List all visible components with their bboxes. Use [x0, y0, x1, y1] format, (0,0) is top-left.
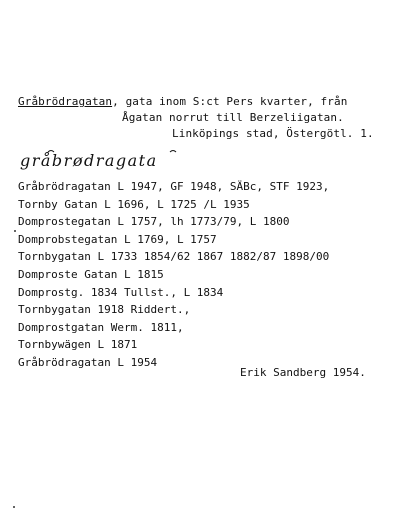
header-line-1-rest: , gata inom S:ct Pers kvarter, från: [112, 95, 348, 108]
scan-speck: [14, 230, 16, 232]
entry-line: Gråbrödragatan L 1947, GF 1948, SÄBc, STF 1923,: [18, 180, 330, 193]
header-line-3: Linköpings stad, Östergötl. 1.: [172, 127, 374, 140]
entry-list: [18, 178, 388, 372]
header-line-2: Ågatan norrut till Berzeliigatan.: [122, 111, 344, 124]
signature: Erik Sandberg 1954.: [240, 366, 366, 379]
phonetic-handwriting: [18, 146, 218, 182]
entry-line: Tornbygatan 1918 Riddert.,: [18, 303, 191, 317]
entry-line: Gråbrödragatan L 1954: [18, 355, 158, 369]
phonetic-text: gråbrødragata: [20, 151, 158, 170]
entry-line: Tornbywägen L 1871: [18, 338, 138, 352]
entry-line: Domproste Gatan L 1815: [18, 267, 164, 281]
entry-line: Domprobstegatan L 1769, L 1757: [18, 232, 217, 246]
entry-line: Tornby Gatan L 1696, L 1725 /L 1935: [18, 197, 250, 211]
entry-line: Domprostg. 1834 Tullst., L 1834: [18, 285, 224, 299]
entry-line: Tornbygatan L 1733 1854/62 1867 1882/87 1898/00: [18, 250, 330, 264]
card-header: [18, 94, 388, 142]
entry-line: Domprostgatan Werm. 1811,: [18, 320, 184, 334]
scan-speck: [13, 506, 15, 508]
header-line-1: [18, 94, 388, 110]
accent-mark-2: [170, 151, 176, 153]
street-name: Gråbrödragatan: [18, 95, 113, 108]
phonetic-transcription: [18, 146, 218, 182]
entry-line: Domprostegatan L 1757, lh 1773/79, L 1800: [18, 215, 290, 229]
